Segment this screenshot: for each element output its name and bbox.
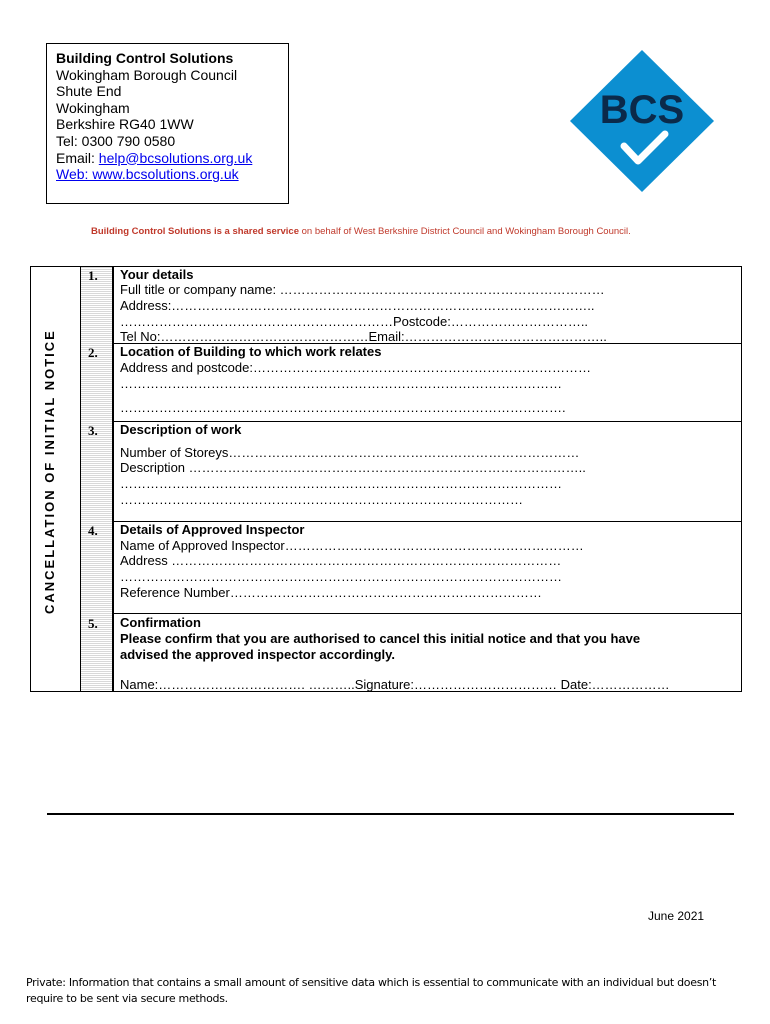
description-field[interactable]: Description ……………………………………………………………………………….. — [120, 460, 586, 475]
section-3-number: 3. — [88, 423, 98, 438]
web-line — [56, 166, 288, 183]
postcode-field[interactable]: ………………………………………………………Postcode:………………………….. — [120, 314, 589, 329]
shared-service-note — [91, 226, 631, 237]
section-1-number: 1. — [88, 268, 98, 283]
section-2-number: 2. — [88, 345, 98, 360]
description-line-2[interactable]: ………………………………………………………………………………………… — [120, 476, 562, 491]
section-3-title: Description of work — [120, 422, 242, 437]
building-address-line-2[interactable]: ………………………………………………………………………………………… — [120, 376, 562, 391]
inspector-name-field[interactable]: Name of Approved Inspector…………………………………………………………… — [120, 538, 584, 553]
email-link[interactable]: help@bcsolutions.org.uk — [98, 149, 253, 166]
address-street: Shute End — [56, 83, 122, 100]
shared-service-bold: Building Control Solutions is a shared service — [91, 226, 299, 237]
side-title: CANCELLATION OF INITIAL NOTICE — [42, 329, 57, 614]
section-5-number: 5. — [88, 616, 98, 631]
reference-number-field[interactable]: Reference Number……………………………………………………………… — [120, 585, 542, 600]
building-address-field[interactable]: Address and postcode:…………………………………………………………………… — [120, 360, 591, 375]
section-5-title: Confirmation — [120, 615, 201, 630]
confirmation-text-line-2: advised the approved inspector accordingly. — [120, 647, 395, 662]
tel-email-field[interactable]: Tel No:…………………………………………Email:……………………………………….. — [120, 329, 607, 344]
inspector-address-field[interactable]: Address ……………………………………………………………………………… — [120, 553, 562, 568]
shared-service-rest: on behalf of West Berkshire District Council and Wokingham Borough Council. — [298, 226, 631, 237]
org-name: Building Control Solutions — [56, 50, 234, 66]
divider-rule — [47, 813, 734, 815]
section-2-title: Location of Building to which work relates — [120, 344, 382, 359]
address-box — [46, 43, 289, 204]
building-address-line-3[interactable]: …………………………………………………………………………………………. — [120, 400, 566, 415]
storeys-field[interactable]: Number of Storeys……………………………………………………………………… — [120, 445, 580, 460]
privacy-footer: Private: Information that contains a small amount of sensitive data which is essential to communicate with an individual but doesn’t require to be sent via secure methods. — [26, 976, 717, 1005]
email-prefix: Email: — [56, 149, 99, 166]
description-line-3[interactable]: ………………………………………………………………………………… — [120, 492, 523, 507]
logo-text: BCS — [599, 88, 685, 132]
email-line — [56, 150, 288, 167]
name-signature-date-field[interactable]: Name:……………………………. ………..Signature:…………………………… Date:……………… — [120, 677, 670, 692]
section-1-title: Your details — [120, 267, 194, 282]
document-date: June 2021 — [648, 909, 705, 923]
address-field[interactable]: Address:…………………………………………………………………………………….. — [120, 298, 595, 313]
web-link[interactable]: Web: www.bcsolutions.org.uk — [56, 166, 239, 183]
telephone: Tel: 0300 790 0580 — [56, 132, 176, 149]
section-4-number: 4. — [88, 523, 98, 538]
inspector-address-line-2[interactable]: ………………………………………………………………………………………… — [120, 569, 562, 584]
bcs-logo — [568, 48, 716, 194]
address-county-postcode: Berkshire RG40 1WW — [56, 116, 194, 133]
company-name-field[interactable]: Full title or company name: ………………………………………………………………… — [120, 282, 605, 297]
council-name: Wokingham Borough Council — [56, 66, 238, 83]
section-4-title: Details of Approved Inspector — [120, 522, 305, 537]
confirmation-text-line-1: Please confirm that you are authorised to cancel this initial notice and that you have — [120, 631, 641, 646]
address-town: Wokingham — [56, 99, 130, 116]
section-divider — [113, 613, 742, 614]
